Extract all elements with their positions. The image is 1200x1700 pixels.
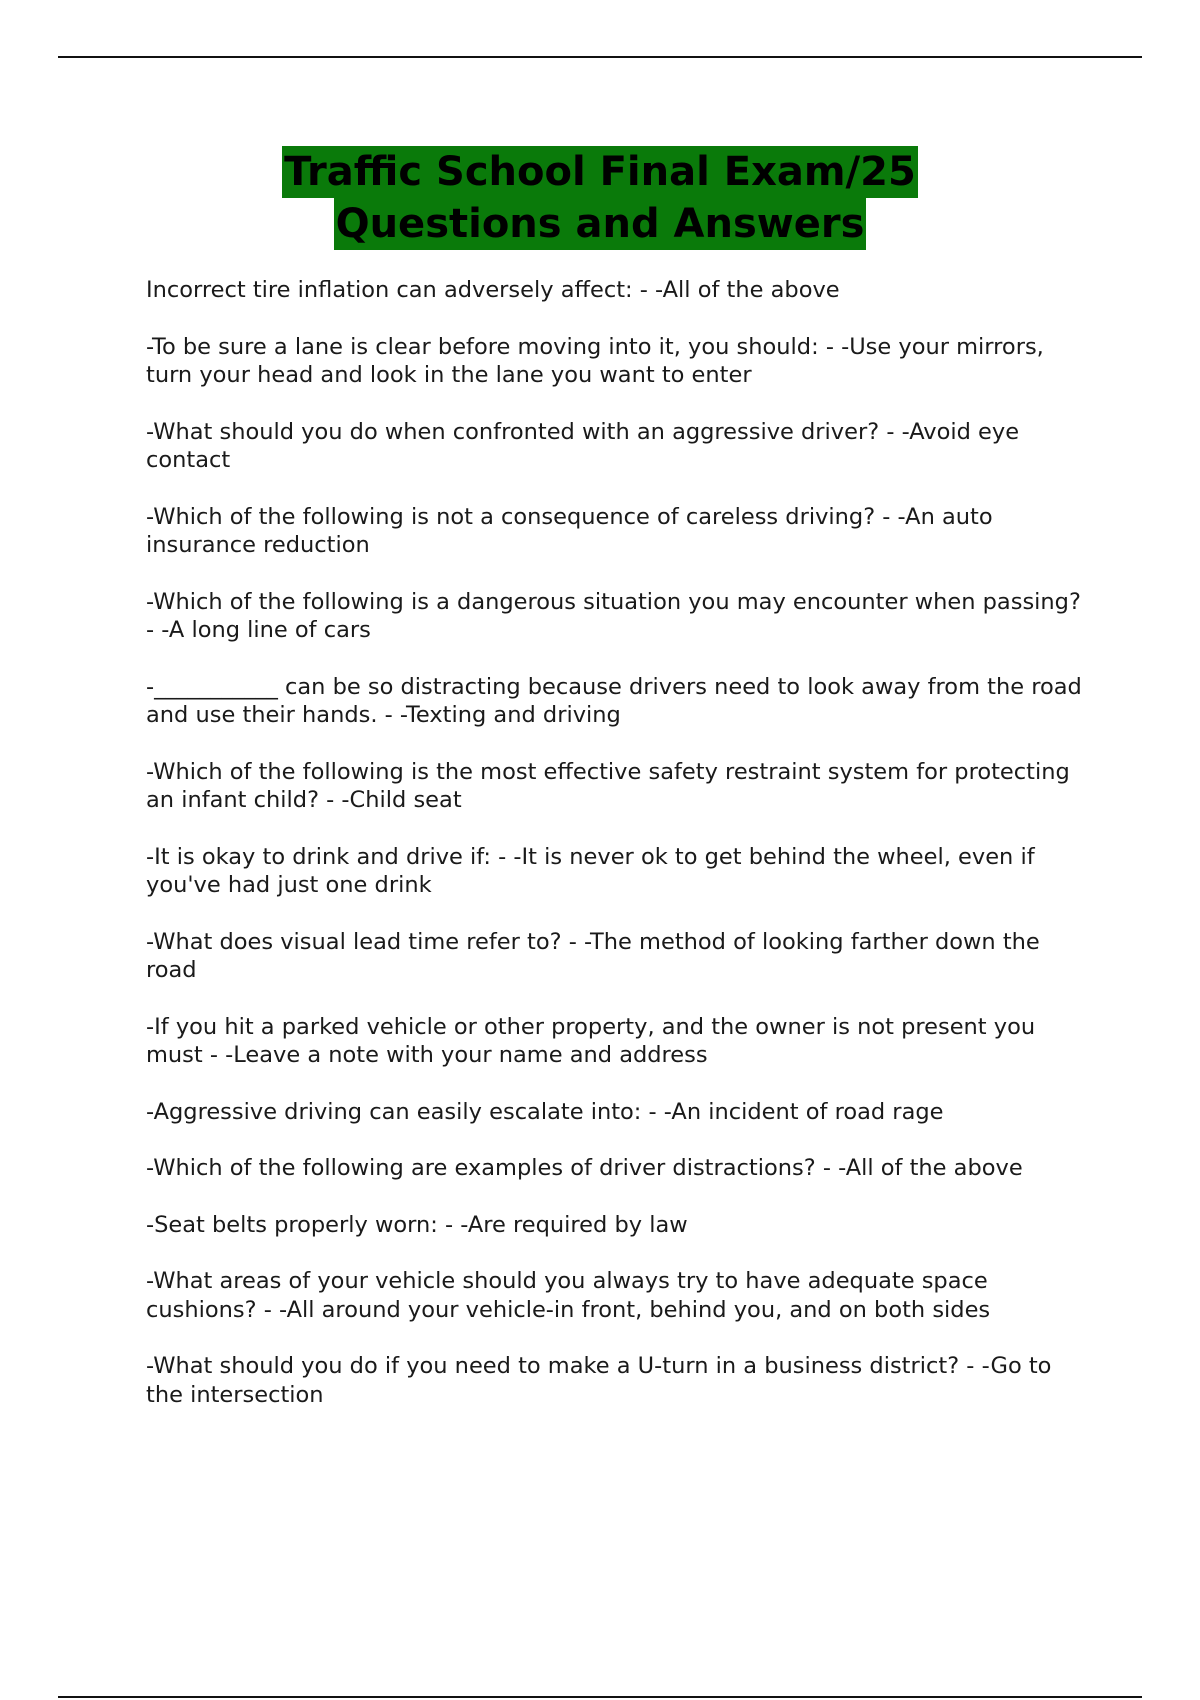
qa-item: -What should you do when confronted with an aggressive driver? - -Avoid eye contact (146, 418, 1020, 473)
qa-item: -What should you do if you need to make a U-turn in a business district? - -Go to the intersection (146, 1353, 1052, 1408)
qa-item: -Aggressive driving can easily escalate into: - -An incident of road rage (146, 1098, 944, 1125)
qa-item: -What areas of your vehicle should you always try to have adequate space cushions? - -All around your vehicle-in front, behind you, and on both sides (146, 1268, 991, 1323)
qa-item: -To be sure a lane is clear before moving into it, you should: - -Use your mirrors, turn your head and look in the lane you want to enter (146, 333, 1044, 388)
qa-item: -Seat belts properly worn: - -Are required by law (146, 1211, 688, 1238)
qa-item: Incorrect tire inflation can adversely affect: - -All of the above (146, 277, 840, 303)
qa-item: -Which of the following is not a consequence of careless driving? - -An auto insurance reduction (146, 503, 993, 558)
qa-item: -It is okay to drink and drive if: - -It is never ok to get behind the wheel, even if you've had just one drink (146, 843, 1035, 898)
title-line-1: Traffic School Final Exam/25 (282, 146, 918, 198)
qa-item: -What does visual lead time refer to? - -The method of looking farther down the road (146, 928, 1040, 983)
page-title (100, 146, 1100, 250)
bottom-rule (58, 1696, 1142, 1698)
qa-item: -Which of the following are examples of driver distractions? - -All of the above (146, 1155, 1023, 1181)
qa-item: -Which of the following is a dangerous situation you may encounter when passing? - -A long line of cars (146, 588, 1081, 643)
qa-list (146, 276, 1086, 1437)
top-rule (58, 56, 1142, 58)
qa-item: -Which of the following is the most effective safety restraint system for protecting an infant child? - -Child seat (146, 758, 1070, 813)
qa-item: -If you hit a parked vehicle or other property, and the owner is not present you must - -Leave a note with your name and address (146, 1013, 1036, 1068)
title-line-2: Questions and Answers (334, 198, 867, 250)
qa-item: -___________ can be so distracting because drivers need to look away from the road and use their hands. - -Texting and driving (146, 673, 1082, 728)
